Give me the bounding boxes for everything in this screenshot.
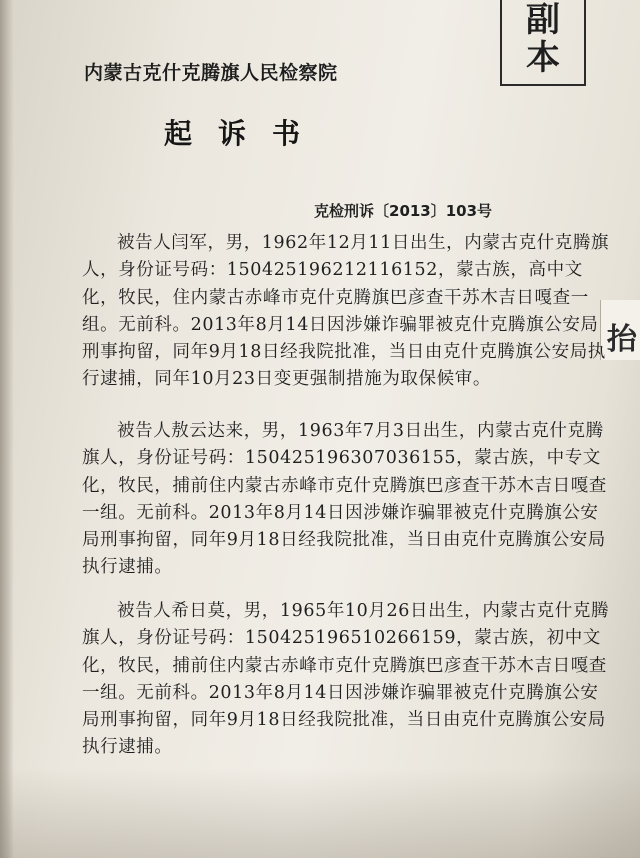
defendant-paragraph-2: 被告人敖云达来，男，1963年7月3日出生，内蒙古克什克腾旗人，身份证号码：150425196307036155，蒙古族，中专文化，牧民，捕前住内蒙古赤峰市克什克腾旗巴彦查干苏木吉日嘎查一组。无前科。2013年8月14日因涉嫌诈骗罪被克什克腾旗公安局刑事拘留，同年9月18日经我院批准，当日由克什克腾旗公安局执行逮捕。: [82, 421, 607, 578]
page-left-edge: [0, 0, 14, 858]
organization-name: 内蒙古克什克腾旗人民检察院: [84, 62, 338, 84]
stamp-char-1: 副: [526, 0, 560, 40]
stamp-char-2: 本: [526, 38, 560, 78]
copy-stamp: [500, 0, 586, 86]
fragment-text: 抬: [607, 322, 637, 357]
document-number: 克检刑诉〔2013〕103号: [314, 202, 493, 220]
page-shadow: [0, 768, 640, 858]
document-title: 起诉书: [164, 117, 327, 150]
defendant-paragraph-3: 被告人希日莫，男，1965年10月26日出生，内蒙古克什克腾旗人，身份证号码：150425196510266159，蒙古族，初中文化，牧民，捕前住内蒙古赤峰市克什克腾旗巴彦查干苏木吉日嘎查一组。无前科。2013年8月14日因涉嫌诈骗罪被克什克腾旗公安局刑事拘留，同年9月18日经我院批准，当日由克什克腾旗公安局执行逮捕。: [82, 601, 610, 758]
defendant-paragraph-1: 被告人闫军，男，1962年12月11日出生，内蒙古克什克腾旗人，身份证号码：150425196212116152，蒙古族，高中文化，牧民，住内蒙古赤峰市克什克腾旗巴彦查干苏木吉日嘎查一组。无前科。2013年8月14日因涉嫌诈骗罪被克什克腾旗公安局刑事拘留，同年9月18日经我院批准，当日由克什克腾旗公安局执行逮捕，同年10月23日变更强制措施为取保候审。: [82, 233, 610, 390]
